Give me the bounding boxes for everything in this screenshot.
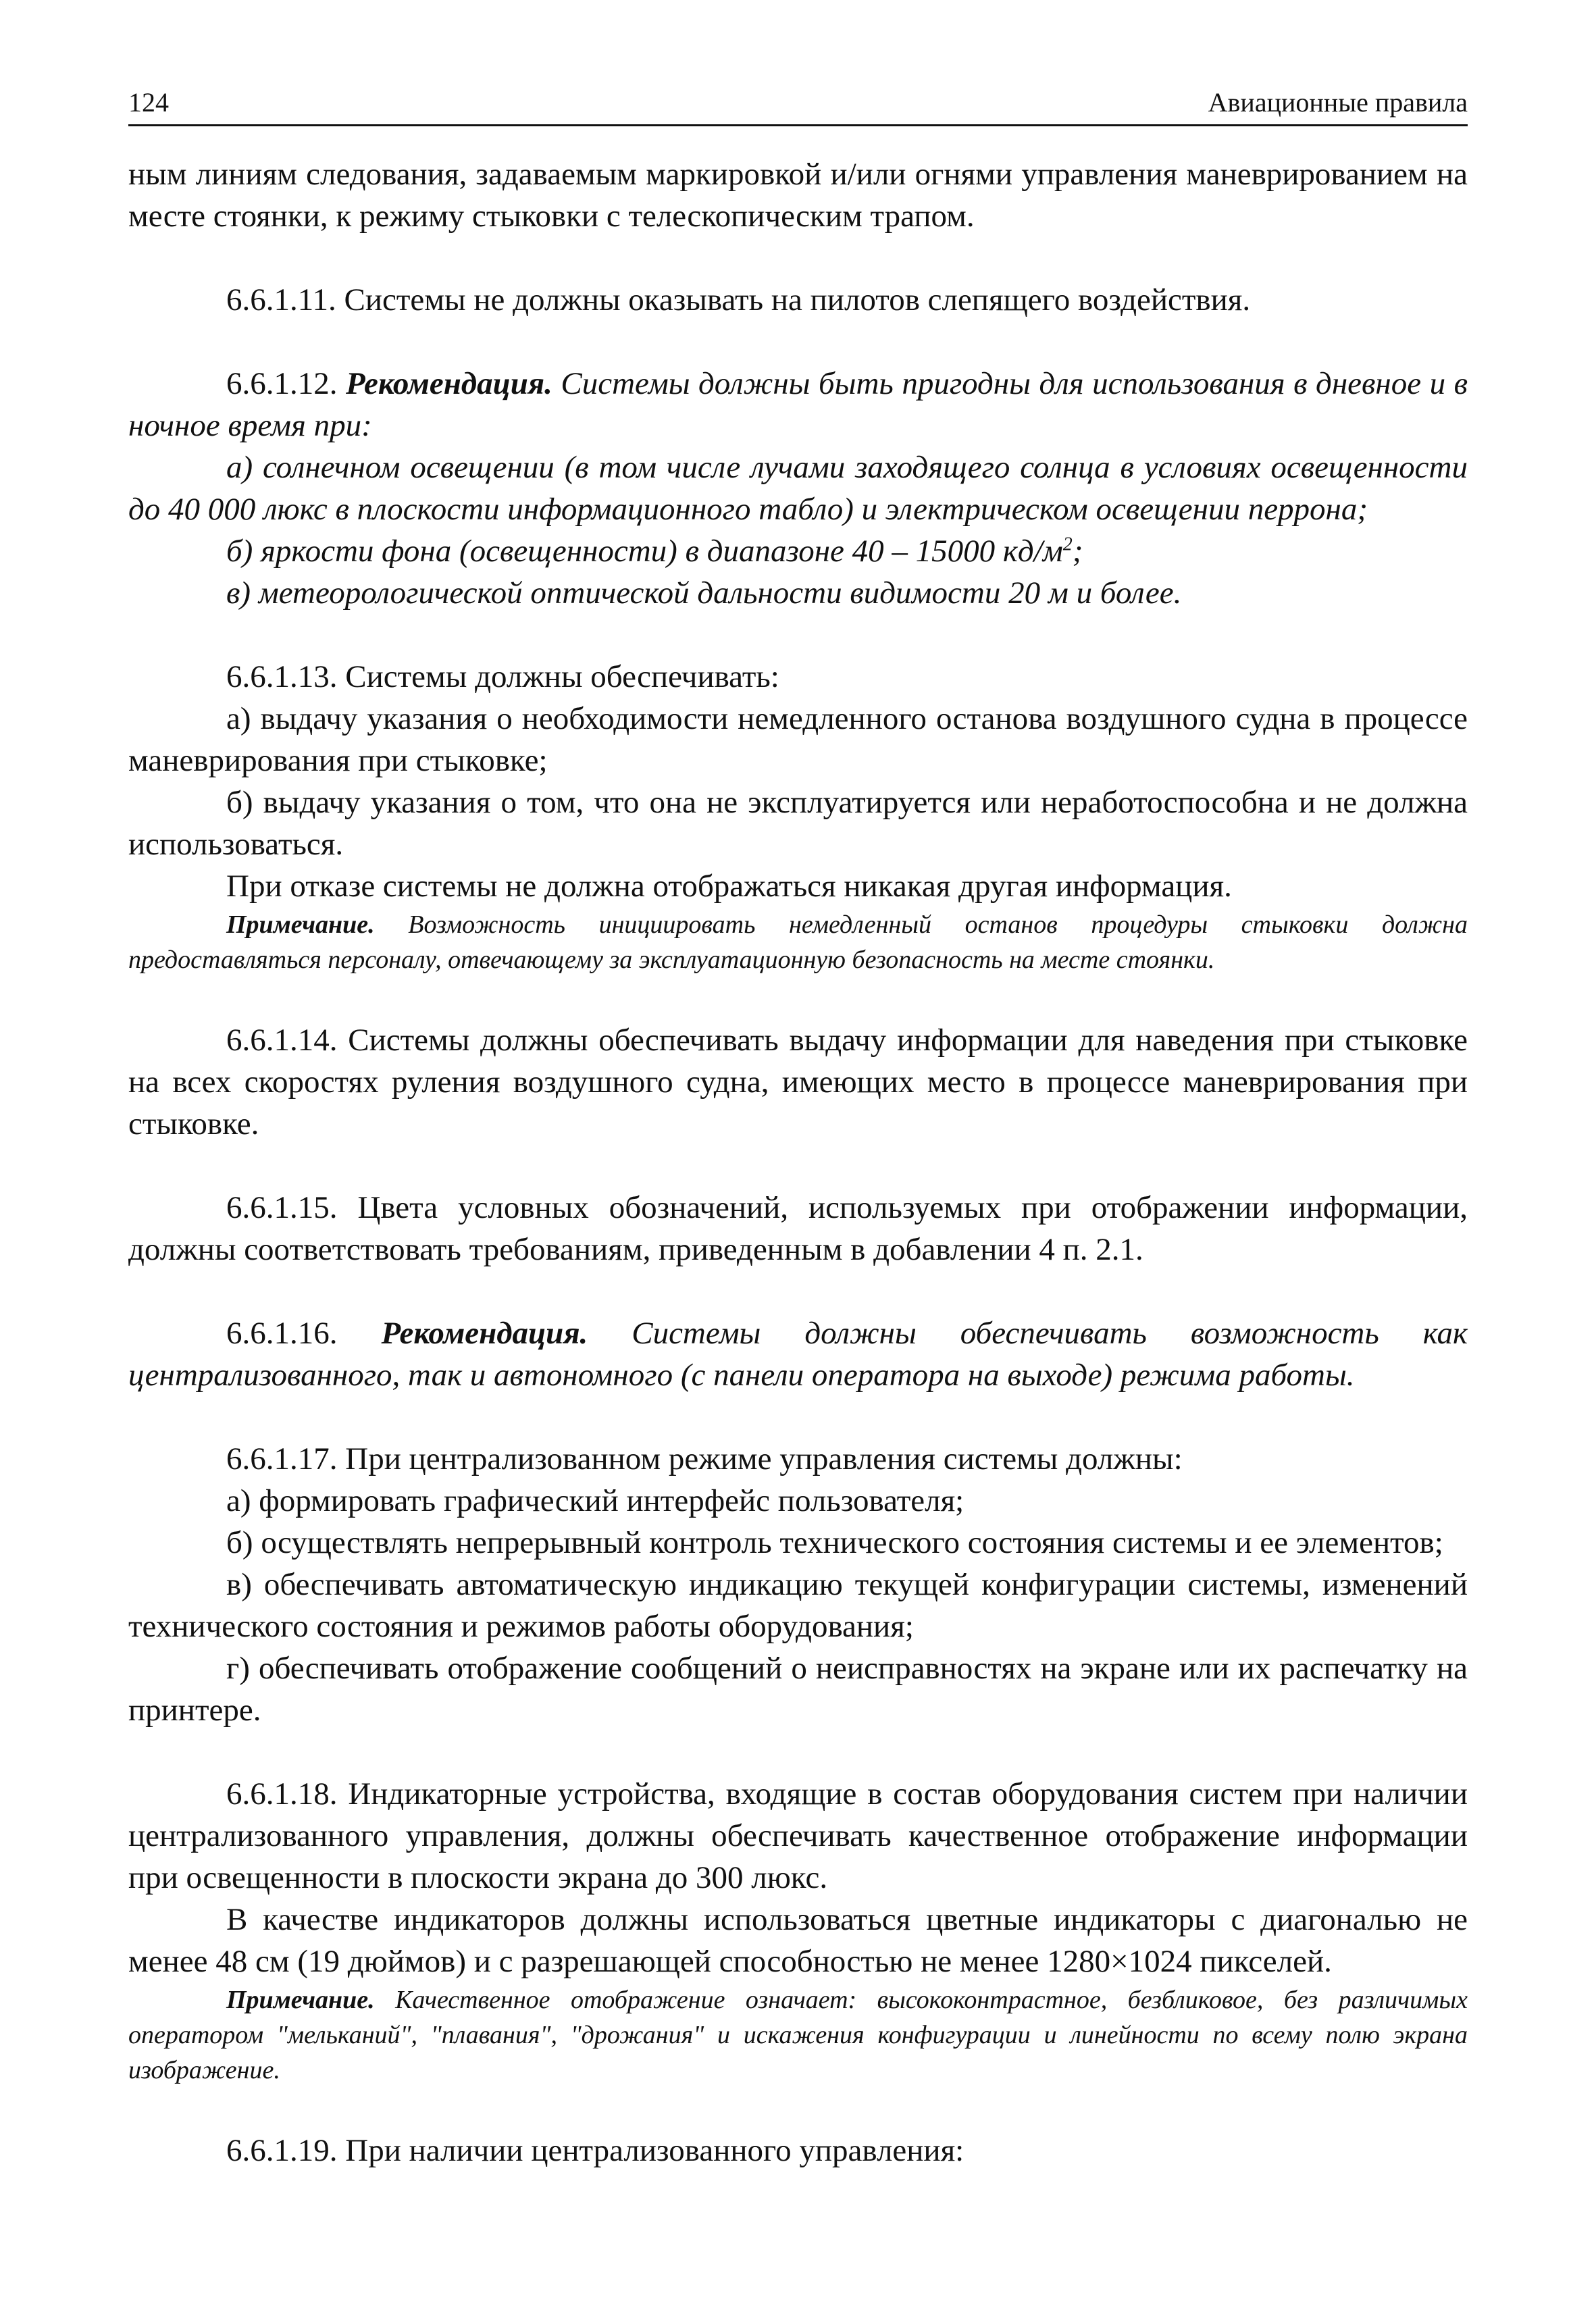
paragraph: 6.6.1.11. Системы не должны оказывать на пилотов слепящего воздействия. <box>226 282 1251 317</box>
paragraph: 6.6.1.13. Системы должны обеспечивать: <box>226 659 779 694</box>
note-paragraph <box>128 1982 1468 2088</box>
paragraph: а) формировать графический интерфейс пользователя; <box>226 1483 964 1518</box>
recommendation-label: Рекомендация. <box>381 1316 588 1351</box>
paragraph: При отказе системы не должна отображаться никакая другая информация. <box>226 869 1232 904</box>
paragraph: 6.6.1.18. Индикаторные устройства, входящие в состав оборудования систем при наличии централизованного управления, должны обеспечивать качественное отображение информации при освещенности в плоскости экрана до 300 люкс. <box>128 1776 1468 1895</box>
list-item-text: б) яркости фона (освещенности) в диапазоне 40 – 15000 кд/м <box>226 534 1063 569</box>
clause-number: 6.6.1.16. <box>226 1316 382 1351</box>
list-item-tail: ; <box>1072 534 1083 569</box>
paragraph: б) осуществлять непрерывный контроль технического состояния системы и ее элементов; <box>226 1525 1443 1560</box>
superscript: 2 <box>1062 534 1073 555</box>
note-text: Возможность инициировать немедленный останов процедуры стыковки должна предоставляться персоналу, отвечающему за эксплуатационную безопасность на месте стоянки. <box>128 910 1468 974</box>
running-title: Авиационные правила <box>1208 87 1468 118</box>
recommendation-text: Системы должны обеспечивать возможность как централизованного, так и автономного (с панели оператора на выходе) режима работы. <box>128 1316 1468 1393</box>
note-text: Качественное отображение означает: высококонтрастное, безбликовое, без различимых оператором "мельканий", "плавания", "дрожания" и искажения конфигурации и линейности по всему полю экрана изображение. <box>128 1986 1468 2084</box>
paragraph: б) выдачу указания о том, что она не эксплуатируется или неработоспособна и не должна использоваться. <box>128 785 1468 862</box>
paragraph: ным линиям следования, задаваемым маркировкой и/или огнями управления маневрированием на месте стоянки, к режиму стыковки с телескопическим трапом. <box>128 157 1468 234</box>
document-body <box>128 153 1468 2171</box>
paragraph: в) обеспечивать автоматическую индикацию текущей конфигурации системы, изменений технического состояния и режимов работы оборудования; <box>128 1567 1468 1644</box>
note-label: Примечание. <box>226 910 375 939</box>
list-item: а) солнечном освещении (в том числе лучами заходящего солнца в условиях освещенности до 40 000 люкс в плоскости информационного табло) и электрическом освещении перрона; <box>128 450 1468 527</box>
note-label: Примечание. <box>226 1986 375 2014</box>
clause-number: 6.6.1.12. <box>226 366 346 401</box>
document-page <box>128 81 1468 2171</box>
page-header <box>128 81 1468 126</box>
paragraph: 6.6.1.19. При наличии централизованного управления: <box>226 2133 964 2168</box>
paragraph: а) выдачу указания о необходимости немедленного останова воздушного судна в процессе маневрирования при стыковке; <box>128 701 1468 778</box>
paragraph: 6.6.1.14. Системы должны обеспечивать выдачу информации для наведения при стыковке на всех скоростях руления воздушного судна, имеющих место в процессе маневрирования при стыковке. <box>128 1023 1468 1141</box>
list-item <box>128 530 1468 572</box>
recommendation-paragraph <box>128 1312 1468 1396</box>
page-number: 124 <box>128 87 169 118</box>
recommendation-paragraph <box>128 363 1468 446</box>
list-item: в) метеорологической оптической дальности видимости 20 м и более. <box>226 575 1182 611</box>
recommendation-label: Рекомендация. <box>346 366 552 401</box>
note-paragraph <box>128 907 1468 977</box>
paragraph: 6.6.1.15. Цвета условных обозначений, используемых при отображении информации, должны соответствовать требованиям, приведенным в добавлении 4 п. 2.1. <box>128 1190 1468 1267</box>
paragraph: В качестве индикаторов должны использоваться цветные индикаторы с диагональю не менее 48 см (19 дюймов) и с разрешающей способностью не менее 1280×1024 пикселей. <box>128 1902 1468 1979</box>
paragraph: г) обеспечивать отображение сообщений о неисправностях на экране или их распечатку на принтере. <box>128 1651 1468 1728</box>
recommendation-text: Системы должны быть пригодны для использования в дневное и в ночное время при: <box>128 366 1468 443</box>
paragraph: 6.6.1.17. При централизованном режиме управления системы должны: <box>226 1441 1183 1476</box>
